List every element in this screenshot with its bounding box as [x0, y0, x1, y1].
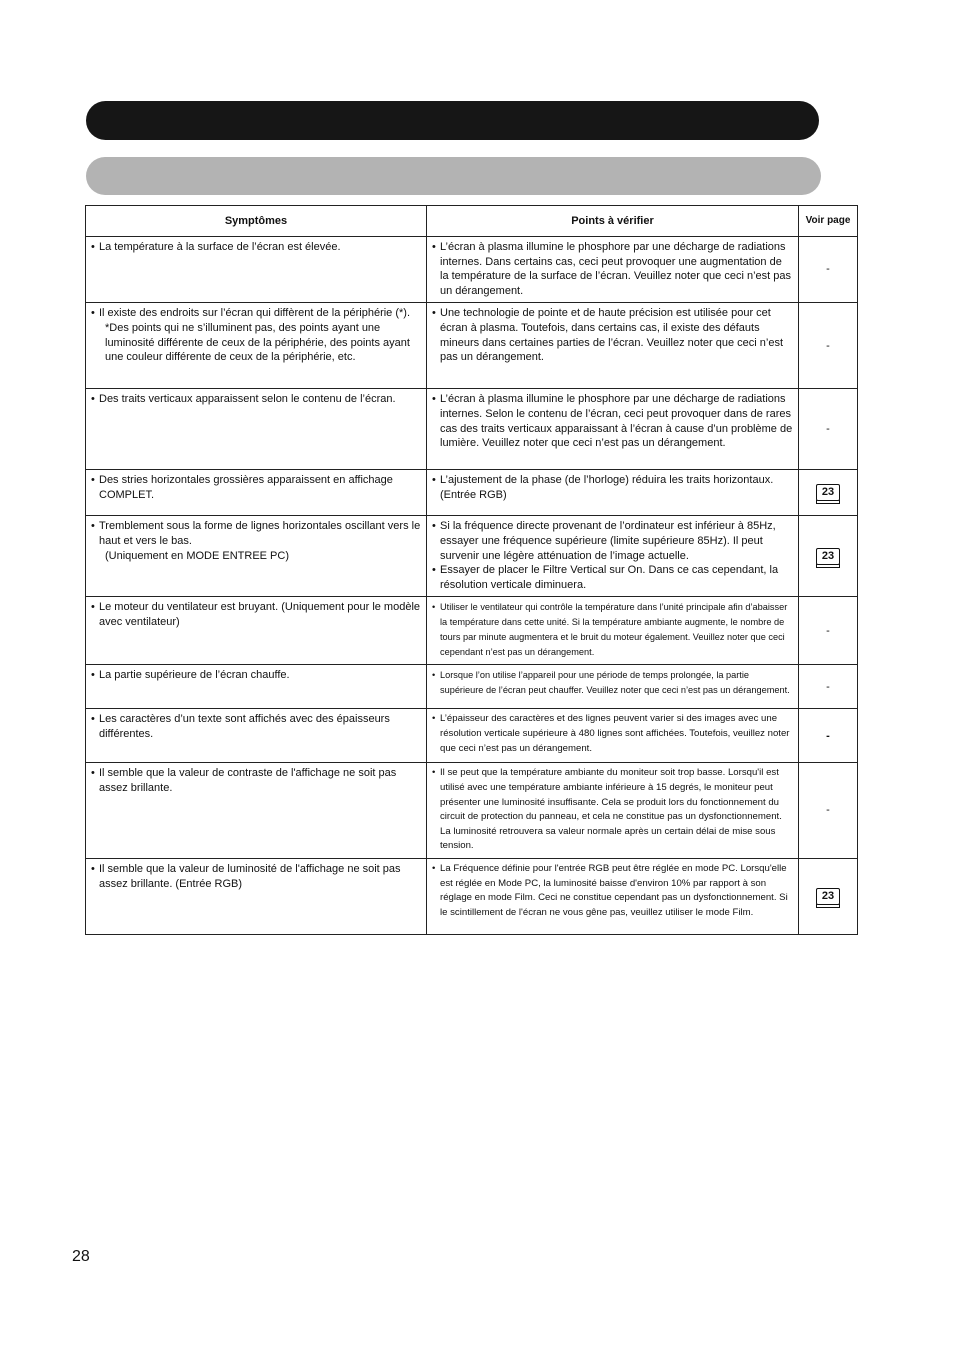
- symptom-item: [91, 668, 421, 683]
- page-ref-book-icon: 23: [816, 548, 840, 565]
- symptom-note: (Uniquement en MODE ENTREE PC): [105, 549, 289, 562]
- check-text: L’épaisseur des caractères et des lignes peuvent varier si des images avec une résolution verticale supérieure à 480 lignes sont affichées. Toutefois, veuillez noter que ceci n’est pas un dérangement.: [440, 713, 790, 754]
- page-ref-dash: -: [826, 339, 830, 352]
- check-item: [432, 600, 793, 660]
- symptom-text: La température à la surface de l’écran est élevée.: [99, 241, 341, 253]
- section-title-bar: [86, 101, 819, 140]
- symptom-cell: [86, 763, 427, 859]
- bullet: •: [432, 564, 436, 577]
- page-ref-dash: -: [826, 804, 830, 817]
- table-row: [86, 763, 858, 859]
- symptom-cell: [86, 597, 427, 665]
- bullet: •: [432, 713, 436, 725]
- symptom-item: [91, 600, 421, 629]
- check-text: Lorsque l’on utilise l’appareil pour une période de temps prolongée, la partie supérieure de l’écran peut chauffer. Veuillez noter que ceci n’est pas un dérangement.: [440, 670, 790, 696]
- check-text: Si la fréquence directe provenant de l’ordinateur est inférieur à 85Hz, essayer une fréquence supérieure (limite supérieure 85Hz). Il peut survenir une légère atténuation de l’image actuelle.: [440, 520, 776, 562]
- check-text: L’écran à plasma illumine le phosphore par une décharge de radiations internes. Selon le contenu de l’écran, ceci peut provoquer dans de rares cas des traits verticaux apparaissant à l’écran à cause d’un problème de lumière. Veuillez noter que ceci n’est pas un dérangement.: [440, 393, 793, 450]
- section-subtitle-bar: [86, 157, 821, 195]
- table-row: [86, 516, 858, 597]
- symptom-text: Il semble que la valeur de luminosité de l'affichage ne soit pas assez brillante. (Entrée RGB): [99, 862, 401, 890]
- check-item: [432, 473, 793, 502]
- check-item: [432, 712, 793, 756]
- check-cell: [427, 389, 799, 470]
- troubleshooting-table: [85, 205, 858, 935]
- page-ref-cell: [799, 303, 858, 389]
- check-item: [432, 563, 793, 592]
- table-row: [86, 389, 858, 470]
- bullet: •: [91, 307, 95, 320]
- bullet: •: [91, 669, 95, 682]
- symptom-text: Il semble que la valeur de contraste de l'affichage ne soit pas assez brillante.: [99, 767, 397, 794]
- page-ref-cell: [799, 516, 858, 597]
- symptom-text: Des stries horizontales grossières apparaissent en affichage COMPLET.: [99, 474, 393, 501]
- table-header-row: [86, 206, 858, 237]
- table-row: [86, 709, 858, 763]
- page-ref-cell: [799, 237, 858, 303]
- page-ref-dash: -: [826, 423, 830, 436]
- check-cell: [427, 858, 799, 934]
- bullet: •: [432, 474, 436, 487]
- bullet: •: [91, 601, 95, 614]
- symptom-cell: [86, 303, 427, 389]
- bullet: •: [91, 474, 95, 487]
- symptom-note: *Des points qui ne s’illuminent pas, des points ayant une luminosité différente de ceux de la périphérie, des points ayant une couleur différente de ceux de la périphérie, etc.: [105, 321, 410, 364]
- check-cell: [427, 763, 799, 859]
- table-row: [86, 665, 858, 709]
- symptom-item: [91, 392, 421, 407]
- page-ref-book-icon: 23: [816, 484, 840, 501]
- symptom-cell: [86, 516, 427, 597]
- symptom-cell: [86, 858, 427, 934]
- table-row: [86, 303, 858, 389]
- table-row: [86, 470, 858, 516]
- check-item: [432, 306, 793, 364]
- bullet: •: [91, 862, 95, 875]
- page-ref-dash: -: [826, 263, 830, 276]
- check-text: L’écran à plasma illumine le phosphore par une décharge de radiations internes. Dans certains cas, ceci peut provoquer une augmentation de la température de la surface de l’écran. Veuillez noter que ceci n’est pas un dérangement.: [440, 241, 791, 297]
- check-text: Essayer de placer le Filtre Vertical sur On. Dans ce cas cependant, la résolution verticale diminuera.: [440, 564, 779, 591]
- symptom-item: [91, 712, 421, 741]
- bullet: •: [432, 241, 436, 253]
- symptom-cell: [86, 665, 427, 709]
- page-ref-cell: [799, 597, 858, 665]
- page-ref-dash: -: [826, 729, 830, 742]
- check-cell: [427, 303, 799, 389]
- bullet: •: [432, 307, 436, 320]
- symptom-cell: [86, 470, 427, 516]
- symptom-note-wrap: [91, 321, 421, 365]
- check-cell: [427, 470, 799, 516]
- bullet: •: [432, 520, 436, 533]
- header-checks: Points à vérifier: [427, 206, 799, 237]
- bullet: •: [91, 393, 95, 406]
- symptom-text: Des traits verticaux apparaissent selon le contenu de l’écran.: [99, 393, 396, 406]
- table-row: [86, 858, 858, 934]
- check-cell: [427, 237, 799, 303]
- check-item: [432, 392, 793, 450]
- check-text: La Fréquence définie pour l'entrée RGB peut être réglée en mode PC. Lorsqu'elle est réglée en Mode PC, la luminosité baisse d'environ 10% par rapport à son réglage en mode Film. Ceci ne constitue cependant pas un dysfonctionnement. Si le scintillement de l'écran ne vous gêne pas, veuillez utiliser le mode Film.: [440, 862, 788, 918]
- symptom-item: [91, 240, 421, 255]
- table-row: [86, 237, 858, 303]
- symptom-item: [91, 519, 421, 548]
- check-item: [432, 519, 793, 563]
- symptom-text: Les caractères d’un texte sont affichés avec des épaisseurs différentes.: [99, 713, 390, 740]
- bullet: •: [91, 713, 95, 726]
- check-item: [432, 240, 793, 298]
- bullet: •: [432, 862, 436, 874]
- table-row: [86, 597, 858, 665]
- header-page: Voir page: [799, 206, 858, 237]
- header-symptoms: Symptômes: [86, 206, 427, 237]
- page-ref-cell: [799, 763, 858, 859]
- page-ref-cell: [799, 858, 858, 934]
- symptom-note-wrap: [91, 549, 421, 564]
- page-ref-book-icon: 23: [816, 888, 840, 905]
- check-text: Une technologie de pointe et de haute précision est utilisée pour cet écran à plasma. Toutefois, dans certains cas, il existe des défauts mineurs dans certaines parties de l’écran. Veuillez noter que ceci n’est pas un dérangement.: [440, 307, 784, 364]
- bullet: •: [432, 393, 436, 406]
- check-cell: [427, 597, 799, 665]
- symptom-item: [91, 766, 421, 795]
- symptom-text: Il existe des endroits sur l’écran qui diffèrent de la périphérie (*).: [99, 307, 411, 320]
- symptom-text: Tremblement sous la forme de lignes horizontales oscillant vers le haut et vers le bas.: [99, 520, 421, 547]
- page-ref-cell: [799, 709, 858, 763]
- check-text: Il se peut que la température ambiante du moniteur soit trop basse. Lorsqu'il est utilisé avec une température ambiante inférieure à 15 degrés, le moniteur peut présenter une luminosité insuffisante. Cela se produit lors du fonctionnement du circuit de protection du panneau, et cela ne constitue pas un dysfonctionnement. La luminosité retrouvera sa valeur normale après un certain délai de mise sous tension.: [440, 767, 782, 852]
- symptom-cell: [86, 709, 427, 763]
- symptom-item: [91, 862, 421, 891]
- bullet: •: [91, 241, 95, 253]
- check-item: [432, 668, 793, 698]
- check-text: Utiliser le ventilateur qui contrôle la température dans l’unité principale afin d’abaisser la température dans cette unité. Si la température ambiante augmente, le nombre de tours par minute augmentera et le bruit du moteur également. Veuillez noter que ceci cependant n’est pas un dérangement.: [440, 602, 788, 658]
- symptom-cell: [86, 237, 427, 303]
- page-ref-dash: -: [826, 680, 830, 693]
- symptom-text: La partie supérieure de l’écran chauffe.: [99, 669, 290, 682]
- bullet: •: [432, 602, 436, 613]
- bullet: •: [432, 767, 436, 779]
- page-ref-cell: [799, 665, 858, 709]
- page-ref-dash: -: [826, 624, 830, 637]
- symptom-item: [91, 473, 421, 502]
- check-item: [432, 862, 793, 920]
- symptom-text: Le moteur du ventilateur est bruyant. (Uniquement pour le modèle avec ventilateur): [99, 601, 421, 628]
- symptom-cell: [86, 389, 427, 470]
- page-number: 28: [72, 1248, 90, 1265]
- bullet: •: [91, 520, 95, 533]
- symptom-item: [91, 306, 421, 321]
- check-cell: [427, 709, 799, 763]
- bullet: •: [432, 670, 436, 681]
- check-text: L’ajustement de la phase (de l’horloge) réduira les traits horizontaux. (Entrée RGB): [440, 474, 774, 501]
- check-cell: [427, 665, 799, 709]
- bullet: •: [91, 767, 95, 780]
- page-ref-cell: [799, 389, 858, 470]
- check-item: [432, 766, 793, 854]
- check-cell: [427, 516, 799, 597]
- page-ref-cell: [799, 470, 858, 516]
